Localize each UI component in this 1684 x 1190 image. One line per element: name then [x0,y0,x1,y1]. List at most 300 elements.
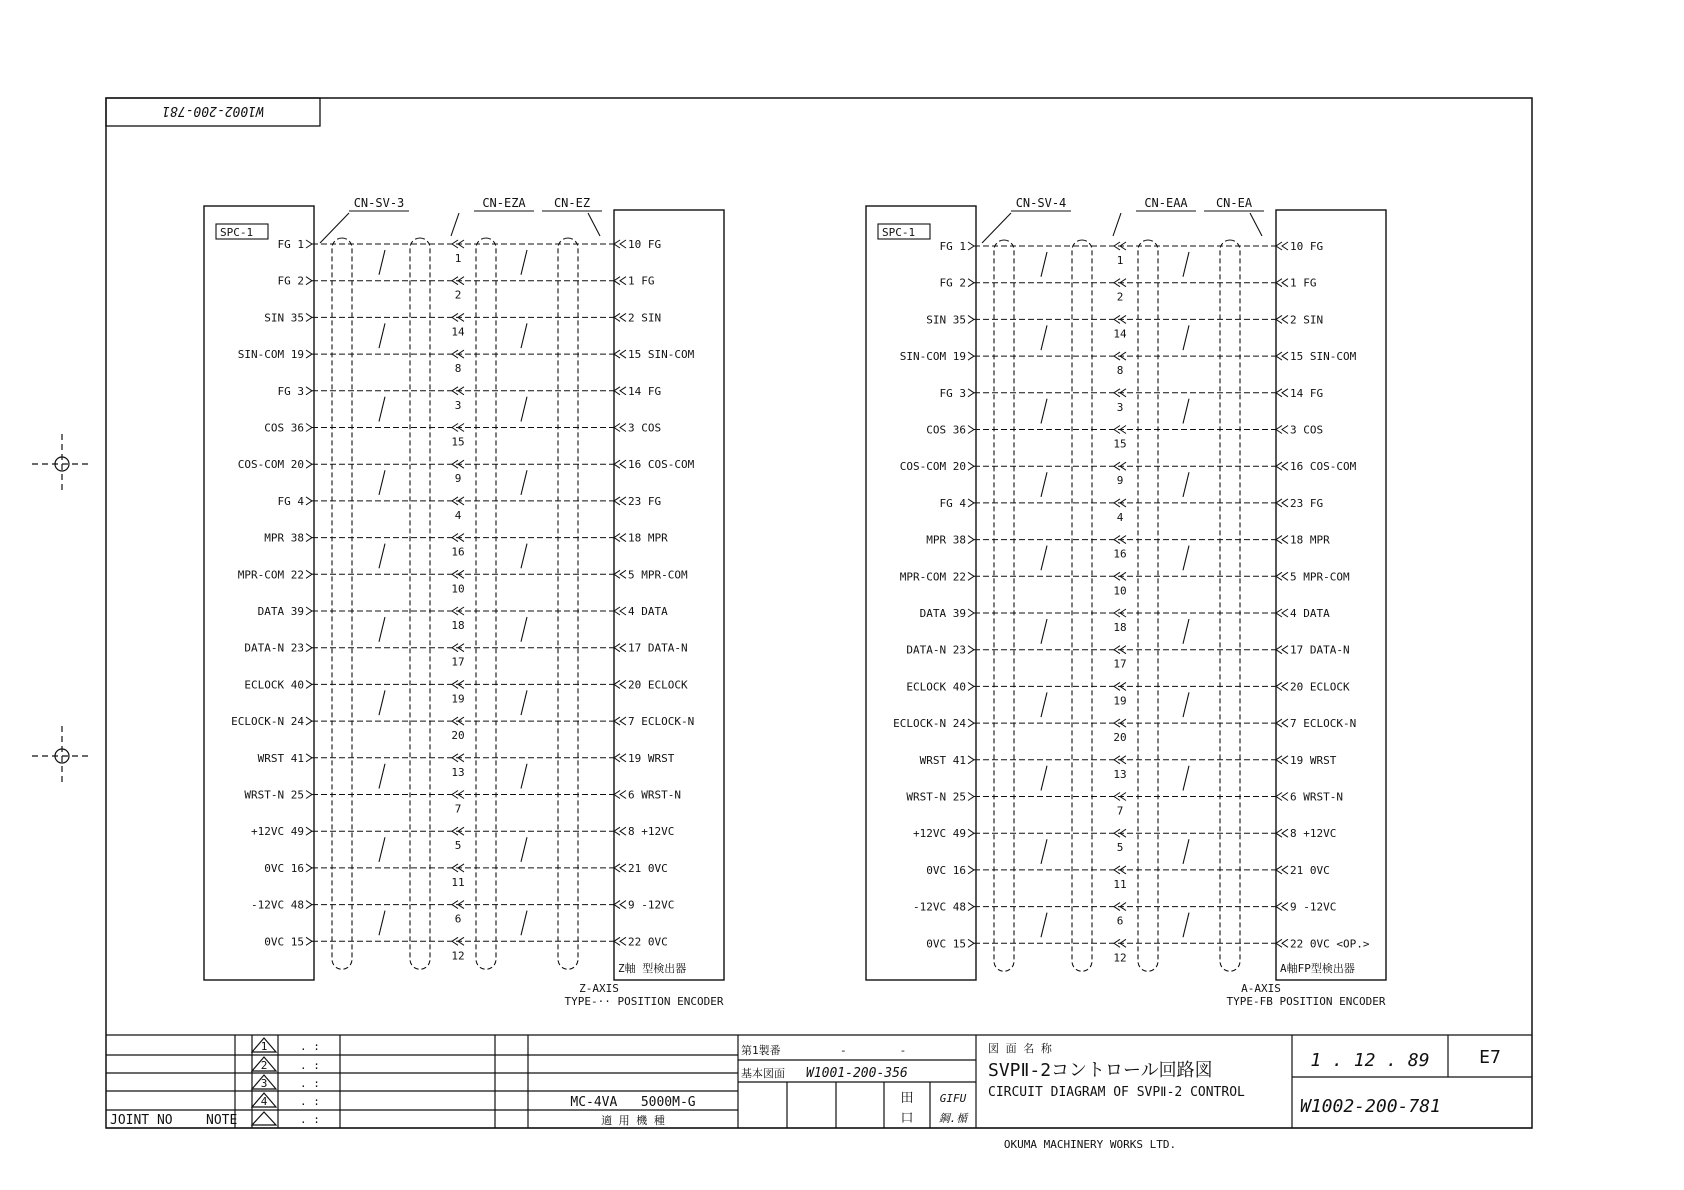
pin-chevron [1114,499,1126,507]
pin-chevron [306,240,312,248]
twist-mark [521,764,527,789]
pin-mid-label: 5 [454,839,462,853]
signal-row [278,495,662,522]
pin-left-label: 0VC 15 [264,935,304,949]
pin-right-label: 17 DATA-N [628,641,688,655]
pin-mid-label: 19 [1113,694,1127,708]
pin-left-label: WRST 41 [919,753,966,767]
connector-label-cn-sv-4: CN-SV-4 [1015,196,1067,210]
pin-right-label: 10 FG [628,238,662,251]
pin-chevron [1114,756,1126,764]
twist-mark [379,323,385,348]
signal-row [920,607,1330,644]
pin-right-label: 1 FG [1290,276,1317,290]
model-value: MC-4VA 5000M-G [570,1095,696,1110]
pin-left-label: 0VC 15 [926,937,966,951]
drawing-date: 1 . 12 . 89 [1310,1050,1430,1071]
pin-chevron [1276,426,1288,434]
drawing-name-jp: SVPⅡ-2コントロール回路図 [988,1060,1213,1081]
pin-chevron [968,682,974,690]
signal-row [900,570,1350,597]
pin-chevron [614,644,626,652]
signal-row [940,387,1324,424]
wiring-diagram-right [866,196,1386,1008]
pin-right-label: 22 0VC [628,935,668,949]
pin-left-label: WRST-N 25 [906,790,966,804]
twist-mark [521,470,527,495]
pin-left-label: FG 3 [277,384,304,398]
pin-chevron [1114,609,1126,617]
pin-right-label: 4 DATA [1290,607,1330,620]
pin-left-label: 0VC 16 [264,861,304,875]
pin-chevron [1276,756,1288,764]
pin-chevron [1276,242,1288,250]
pin-mid-label: 2 [454,288,462,302]
pin-left-label: ECLOCK 40 [906,680,966,694]
pin-chevron [968,572,974,580]
signal-row [258,605,668,642]
pin-mid-label: 3 [454,398,462,412]
pin-chevron [1114,462,1126,470]
pin-right-label: 7 ECLOCK-N [1290,717,1357,731]
rev-dots: . : [300,1077,320,1090]
pin-chevron [1276,572,1288,580]
pin-chevron [452,240,464,248]
twist-mark [1183,472,1189,497]
pin-left-label: SIN 35 [264,311,304,325]
pin-right-label: 21 0VC [628,861,668,875]
pin-chevron [452,534,464,542]
twist-mark [1183,913,1189,938]
first-made-label: 第1製番 [741,1044,781,1057]
pin-chevron [306,864,312,872]
signal-row [906,644,1349,671]
twist-mark [521,617,527,642]
pin-mid-label: 6 [1116,914,1124,928]
pin-chevron [452,387,464,395]
pin-left-label: SIN 35 [926,313,966,327]
pin-left-label: FG 2 [277,274,304,288]
twist-mark [379,837,385,862]
pin-right-label: 19 WRST [1290,753,1337,767]
pin-chevron [306,827,312,835]
pin-chevron [968,866,974,874]
cable-shield [476,238,496,969]
base-drawing-value: W1001-200-356 [806,1066,908,1081]
signal-row [238,458,695,495]
twist-mark [521,911,527,936]
signal-row [920,754,1337,791]
pin-chevron [614,350,626,358]
pin-left-label: ECLOCK-N 24 [231,715,304,729]
pin-chevron [306,534,312,542]
twist-mark [521,250,527,275]
twist-mark [1041,692,1047,717]
pin-mid-label: 11 [1113,877,1127,891]
pin-left-label: FG 4 [277,494,304,508]
pin-chevron [1114,682,1126,690]
signature-2: 鋼.楯 [938,1112,968,1125]
cable-shield [1220,240,1240,971]
pin-right-label: 9 -12VC [628,898,675,912]
signal-row [906,791,1343,818]
pin-chevron [968,352,974,360]
connector-label-cn-eaa: CN-EAA [1144,196,1188,210]
pin-mid-label: 19 [451,692,465,706]
pin-right-label: 15 SIN-COM [1290,350,1357,364]
pin-right-label: 10 FG [1290,240,1324,253]
pin-left-label: WRST-N 25 [244,788,304,802]
encoder-caption-axis: Z-AXIS [579,982,619,995]
pin-mid-label: 12 [1113,951,1127,965]
pin-chevron [452,644,464,652]
drawing-name-en: CIRCUIT DIAGRAM OF SVPⅡ-2 CONTROL [988,1085,1245,1100]
pin-left-label: MPR 38 [264,531,304,545]
pin-chevron [614,460,626,468]
pin-mid-label: 11 [451,875,465,889]
pin-chevron [1276,609,1288,617]
pin-chevron [968,646,974,654]
pin-chevron [1276,499,1288,507]
pin-chevron [452,791,464,799]
pin-right-label: 6 WRST-N [1290,790,1343,804]
rev-dots: . : [300,1095,320,1108]
pin-chevron [306,937,312,945]
twist-mark [1041,619,1047,644]
diagrams [204,196,1386,1008]
pin-right-label: 1 FG [628,274,655,288]
twist-mark [1041,913,1047,938]
drawn-mark-1: 田 [900,1091,914,1106]
twist-mark [1183,619,1189,644]
pin-right-label: 6 WRST-N [628,788,681,802]
pin-chevron [1276,352,1288,360]
corner-code: W1002-200-781 [162,103,264,118]
connector-label-cn-eza: CN-EZA [482,196,526,210]
pin-left-label: DATA-N 23 [906,643,966,657]
rev-mark-1: 1 [260,1040,268,1053]
encoder-caption-axis: A-AXIS [1241,982,1281,995]
signal-row [244,789,681,816]
twist-mark [521,837,527,862]
pin-chevron [1114,646,1126,654]
pin-mid-label: 5 [1116,841,1124,855]
signal-row [258,752,675,789]
pin-right-label: 23 FG [628,494,662,508]
twist-mark [1041,252,1047,277]
signal-row [926,937,1370,964]
twist-mark [1041,839,1047,864]
pin-mid-label: 4 [454,508,462,522]
cable-shield [558,238,578,969]
pin-mid-label: 10 [451,582,465,596]
encoder-caption-type: TYPE-·· POSITION ENCODER [564,995,724,1008]
pin-mid-label: 10 [1113,584,1127,598]
pin-chevron [1114,536,1126,544]
signal-row [926,424,1323,451]
pin-chevron [306,791,312,799]
pin-chevron [1114,352,1126,360]
pin-chevron [614,607,626,615]
twist-mark [1183,546,1189,571]
pin-chevron [452,460,464,468]
twist-mark [521,397,527,422]
pin-chevron [1276,389,1288,397]
twist-mark [521,690,527,715]
signal-row [906,680,1350,717]
twist-mark [379,764,385,789]
pin-right-label: 21 0VC [1290,863,1330,877]
rev-mark-2: 2 [260,1059,268,1072]
pin-chevron [968,389,974,397]
pin-chevron [968,756,974,764]
pin-chevron [1276,315,1288,323]
pin-mid-label: 9 [454,472,462,486]
base-drawing-label: 基本図面 [741,1067,785,1080]
pin-chevron [1114,572,1126,580]
pin-chevron [1114,866,1126,874]
pin-chevron [614,827,626,835]
pin-mid-label: 8 [1116,364,1124,378]
pin-left-label: SIN-COM 19 [237,348,304,362]
pin-chevron [614,864,626,872]
pin-chevron [306,497,312,505]
signal-row [926,534,1330,571]
drawing-name-label: 図 面 名 称 [988,1042,1052,1055]
pin-mid-label: 20 [1113,731,1127,745]
pin-chevron [306,680,312,688]
pin-mid-label: 1 [454,252,462,265]
pin-chevron [968,536,974,544]
signal-row [264,862,668,889]
signal-row [264,532,668,569]
twist-mark [379,397,385,422]
leader-arrow [982,213,1011,243]
wiring-diagram-left [204,196,724,1008]
pin-mid-label: 2 [1116,290,1124,304]
cable-shield [1072,240,1092,971]
pin-chevron [614,717,626,725]
pin-chevron [968,609,974,617]
pin-right-label: 17 DATA-N [1290,643,1350,657]
pin-left-label: 0VC 16 [926,863,966,877]
pin-chevron [968,279,974,287]
pin-left-label: SIN-COM 19 [899,350,966,364]
twist-mark [1041,766,1047,791]
pin-chevron [614,901,626,909]
signal-row [278,238,662,275]
pin-chevron [306,901,312,909]
twist-mark [1041,546,1047,571]
pin-left-label: DATA-N 23 [244,641,304,655]
pin-chevron [1276,829,1288,837]
signal-row [244,678,688,715]
pin-right-label: 19 WRST [628,751,675,765]
pin-chevron [306,460,312,468]
pin-left-label: FG 4 [939,496,966,510]
pin-chevron [614,791,626,799]
pin-left-label: MPR 38 [926,533,966,547]
pin-mid-label: 20 [451,729,465,743]
signal-row [926,864,1330,891]
pin-mid-label: 15 [451,435,465,449]
joint-no-label: JOINT NO [110,1113,173,1128]
pin-chevron [452,717,464,725]
twist-mark [379,690,385,715]
pin-right-label: 16 COS-COM [1290,460,1357,474]
pin-right-label: 7 ECLOCK-N [628,715,695,729]
pin-chevron [614,754,626,762]
leader-arrow [451,213,459,236]
pin-chevron [1114,719,1126,727]
pin-mid-label: 14 [1113,327,1127,341]
pin-chevron [1114,315,1126,323]
pin-right-label: 14 FG [628,384,662,398]
pin-left-label: COS 36 [926,423,966,437]
pin-left-label: WRST 41 [257,751,304,765]
twist-mark [1041,325,1047,350]
note-label: NOTE [206,1113,238,1128]
pin-chevron [968,793,974,801]
pin-left-label: DATA 39 [257,605,304,618]
connector-label-cn-ea: CN-EA [1215,196,1253,210]
pin-chevron [452,864,464,872]
pin-chevron [1114,939,1126,947]
pin-chevron [1114,279,1126,287]
pin-mid-label: 12 [451,949,465,963]
pin-chevron [452,424,464,432]
pin-right-label: 3 COS [1290,423,1324,437]
pin-chevron [614,497,626,505]
pin-chevron [968,462,974,470]
rev-dots: . : [300,1059,320,1072]
pin-left-label: FG 1 [277,238,304,251]
pin-mid-label: 13 [1113,767,1127,781]
pin-mid-label: 17 [1113,657,1127,671]
pin-chevron [968,499,974,507]
model-label: 適 用 機 種 [601,1114,665,1127]
pin-chevron [1276,462,1288,470]
pin-mid-label: 16 [451,545,465,559]
pin-right-label: 8 +12VC [1290,827,1337,841]
pin-right-label: 5 MPR-COM [628,568,688,582]
connector-label-cn-ez: CN-EZ [553,196,591,210]
pin-right-label: 8 +12VC [628,825,675,839]
pin-chevron [452,350,464,358]
pin-chevron [1276,646,1288,654]
pin-chevron [306,754,312,762]
twist-mark [379,911,385,936]
twist-mark [1183,325,1189,350]
pin-chevron [1114,903,1126,911]
pin-chevron [614,937,626,945]
twist-mark [521,544,527,569]
encoder-label-jp: A軸FP型検出器 [1280,962,1355,975]
pin-chevron [306,717,312,725]
pin-chevron [306,387,312,395]
pin-right-label: 4 DATA [628,605,668,618]
leader-arrow [1113,213,1121,236]
pin-chevron [1114,829,1126,837]
pin-mid-label: 7 [1116,804,1124,818]
registration-mark-lower [32,726,92,786]
pin-chevron [968,242,974,250]
twist-mark [521,323,527,348]
twist-mark [1183,252,1189,277]
drawing-number: W1002-200-781 [1300,1096,1441,1117]
pin-chevron [452,827,464,835]
pin-mid-label: 13 [451,765,465,779]
pin-right-label: 20 ECLOCK [628,678,688,692]
pin-left-label: FG 1 [939,240,966,253]
signal-row [238,348,695,375]
pin-chevron [614,424,626,432]
pin-chevron [968,829,974,837]
pin-right-label: 23 FG [1290,496,1324,510]
pin-right-label: 2 SIN [1290,313,1324,327]
pin-chevron [968,903,974,911]
pin-right-label: 20 ECLOCK [1290,680,1350,694]
pin-left-label: COS-COM 20 [899,460,966,474]
pin-left-label: ECLOCK 40 [244,678,304,692]
pin-chevron [1276,682,1288,690]
pin-right-label: 18 MPR [1290,533,1330,547]
twist-mark [1041,399,1047,424]
signal-row [940,277,1317,304]
pin-left-label: COS 36 [264,421,304,435]
cable-shield [994,240,1014,971]
pin-chevron [1276,866,1288,874]
pin-mid-label: 14 [451,325,465,339]
pin-chevron [1276,903,1288,911]
pin-right-label: 22 0VC <OP.> [1290,937,1370,951]
signal-row [278,275,655,302]
pin-chevron [306,350,312,358]
pin-left-label: MPR-COM 22 [237,568,304,582]
pin-left-label: +12VC 49 [251,825,304,839]
pin-chevron [1114,242,1126,250]
signal-row [940,497,1324,524]
drawn-mark-2: 口 [900,1111,914,1126]
pin-mid-label: 6 [454,912,462,926]
signal-row [264,311,661,348]
twist-mark [379,617,385,642]
first-made-value: - - [840,1044,907,1057]
signal-row [926,313,1323,350]
pin-chevron [452,901,464,909]
pin-mid-label: 7 [454,802,462,816]
signal-row [940,240,1324,277]
pin-chevron [1276,793,1288,801]
pin-chevron [1276,279,1288,287]
pin-mid-label: 18 [1113,621,1127,634]
pin-chevron [452,277,464,285]
pin-chevron [452,570,464,578]
cable-shield [332,238,352,969]
board-label: SPC-1 [220,226,254,239]
twist-mark [379,250,385,275]
pin-chevron [306,644,312,652]
pin-chevron [452,313,464,321]
twist-mark [1183,692,1189,717]
pin-chevron [1114,426,1126,434]
pin-chevron [306,313,312,321]
leader-arrow [588,213,600,236]
signal-row [264,422,661,449]
pin-mid-label: 3 [1116,400,1124,414]
twist-mark [379,470,385,495]
pin-mid-label: 15 [1113,437,1127,451]
